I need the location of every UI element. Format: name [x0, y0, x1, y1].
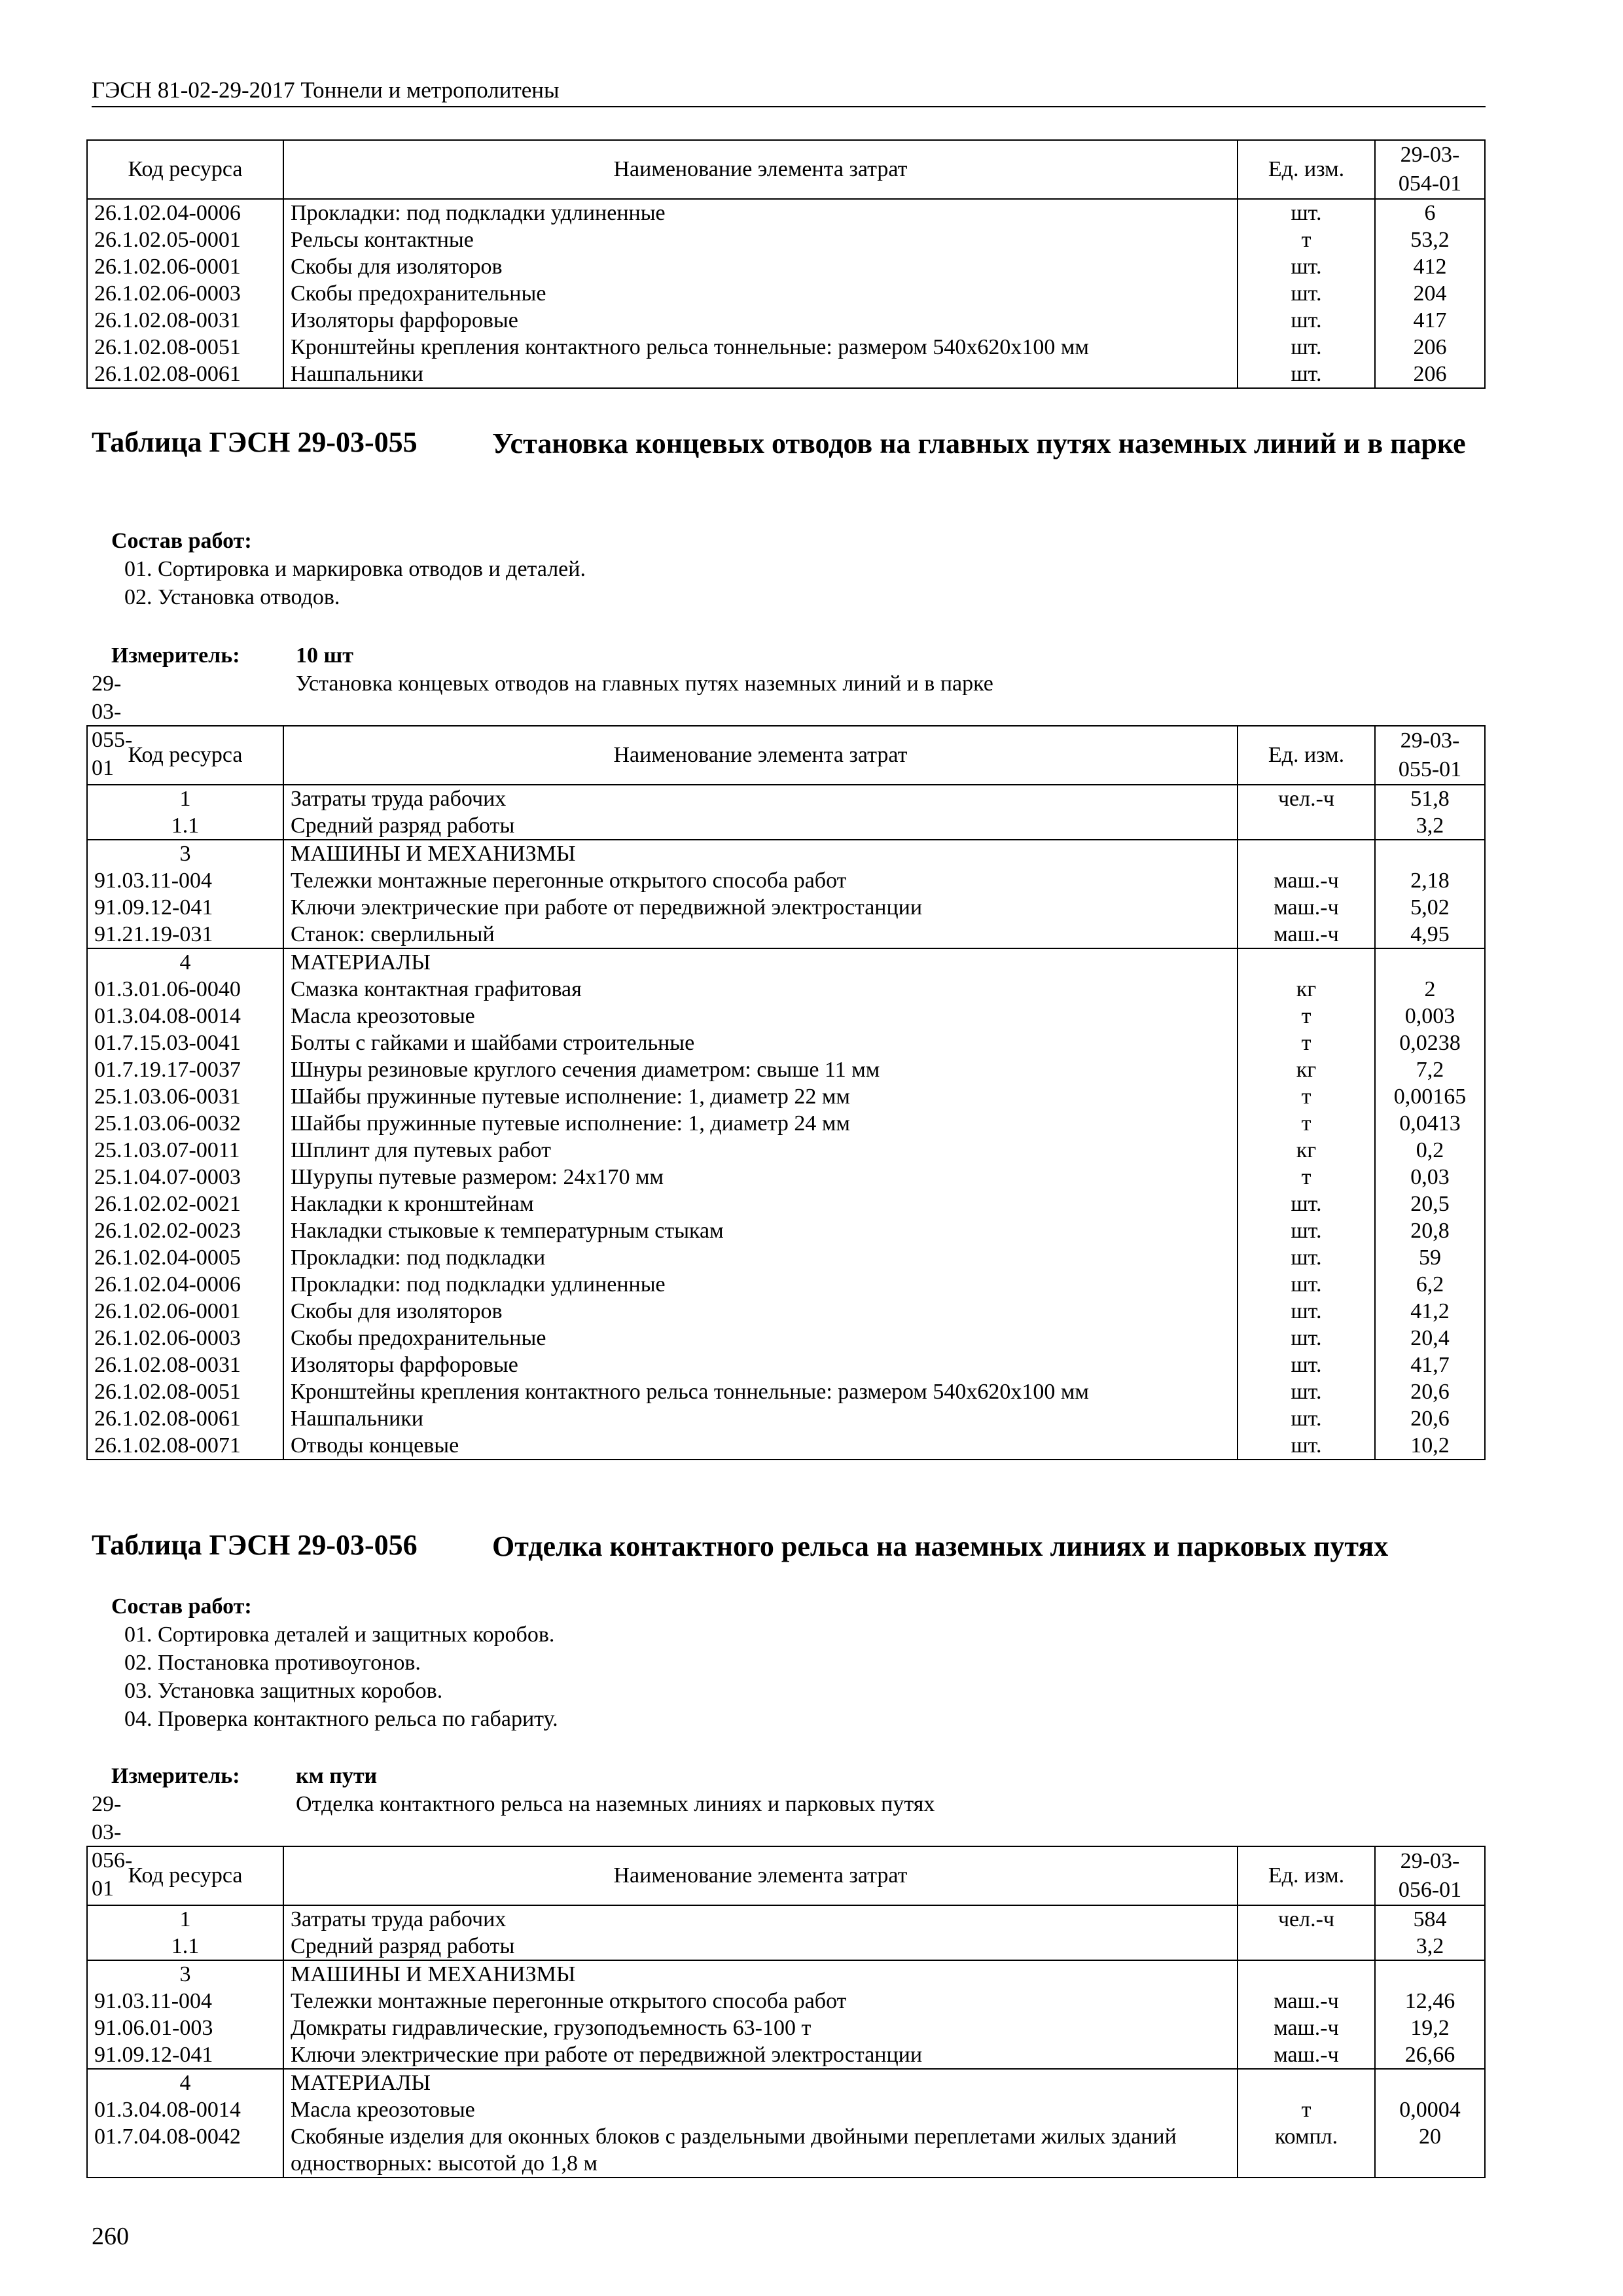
- col-name-header: Наименование элемента затрат: [283, 140, 1238, 199]
- cell-unit: маш.-ч: [1238, 894, 1375, 921]
- cell-code: 26.1.02.05-0001: [87, 226, 283, 253]
- cell-value: 0,003: [1375, 1003, 1485, 1030]
- cell-code: 01.7.15.03-0041: [87, 1030, 283, 1056]
- resource-table-056: [86, 1846, 1486, 2178]
- cell-unit: шт.: [1238, 1191, 1375, 1217]
- cell-value: 204: [1375, 280, 1485, 307]
- table-row: [87, 1378, 1485, 1405]
- cell-name: Ключи электрические при работе от передвижной электростанции: [283, 894, 1238, 921]
- cell-unit: шт.: [1238, 1432, 1375, 1460]
- cell-code: 26.1.02.04-0005: [87, 1244, 283, 1271]
- cell-name: Тележки монтажные перегонные открытого способа работ: [283, 1988, 1238, 2015]
- cell-value: 20,4: [1375, 1325, 1485, 1352]
- cell-code: 26.1.02.02-0021: [87, 1191, 283, 1217]
- cell-code: 1.1: [87, 812, 283, 840]
- cell-name: Изоляторы фарфоровые: [283, 307, 1238, 334]
- cell-value: 20,5: [1375, 1191, 1485, 1217]
- measure-value: 10 шт: [296, 643, 353, 668]
- works-list-055: [92, 527, 586, 611]
- works-item: 01. Сортировка деталей и защитных коробов.: [124, 1623, 555, 1647]
- table-row: [87, 307, 1485, 334]
- col-unit-header: Ед. изм.: [1238, 140, 1375, 199]
- table-row: [87, 1271, 1485, 1298]
- cell-unit: [1238, 2069, 1375, 2096]
- cell-name: Скобы для изоляторов: [283, 1298, 1238, 1325]
- table-row: [87, 867, 1485, 894]
- cell-name: Затраты труда рабочих: [283, 1905, 1238, 1933]
- col-code-header: Код ресурса: [87, 726, 283, 785]
- table-row: [87, 894, 1485, 921]
- norm-code: 29-03-056-01: [92, 1792, 133, 1901]
- cell-name: Болты с гайками и шайбами строительные: [283, 1030, 1238, 1056]
- cell-value: 20,8: [1375, 1217, 1485, 1244]
- cell-unit: чел.-ч: [1238, 785, 1375, 812]
- cell-value: 0,0004: [1375, 2096, 1485, 2123]
- cell-code: 26.1.02.08-0031: [87, 307, 283, 334]
- cell-code: 1: [87, 1905, 283, 1933]
- table-row: [87, 2096, 1485, 2123]
- cell-name: Прокладки: под подкладки удлиненные: [283, 199, 1238, 226]
- cell-code: 26.1.02.06-0003: [87, 1325, 283, 1352]
- cell-name: Шайбы пружинные путевые исполнение: 1, диаметр 24 мм: [283, 1110, 1238, 1137]
- cell-name: Станок: сверлильный: [283, 921, 1238, 948]
- cell-code: 1: [87, 785, 283, 812]
- cell-unit: маш.-ч: [1238, 921, 1375, 948]
- cell-value: 584: [1375, 1905, 1485, 1933]
- cell-name: МАТЕРИАЛЫ: [283, 2069, 1238, 2096]
- cell-code: 3: [87, 840, 283, 867]
- table-row: [87, 226, 1485, 253]
- table-row: [87, 1244, 1485, 1271]
- table-name: Установка концевых отводов на главных путях наземных линий и в парке: [492, 427, 1466, 459]
- norm-code: 29-03-055-01: [92, 672, 133, 780]
- measure-label: Измеритель:: [111, 1764, 240, 1788]
- cell-name: Скобяные изделия для оконных блоков с раздельными двойными переплетами жилых зданий одностворных: высотой до 1,8 м: [283, 2123, 1238, 2178]
- cell-name: Отводы концевые: [283, 1432, 1238, 1460]
- cell-code: 91.21.19-031: [87, 921, 283, 948]
- table-row: [87, 1191, 1485, 1217]
- cell-name: Рельсы контактные: [283, 226, 1238, 253]
- cell-value: 12,46: [1375, 1988, 1485, 2015]
- cell-code: 26.1.02.08-0071: [87, 1432, 283, 1460]
- cell-value: 206: [1375, 361, 1485, 388]
- table-row: [87, 1083, 1485, 1110]
- cell-unit: маш.-ч: [1238, 867, 1375, 894]
- measure-label: Измеритель:: [111, 643, 240, 668]
- resource-table-054: [86, 139, 1486, 389]
- col-unit-header: Ед. изм.: [1238, 1846, 1375, 1905]
- cell-unit: шт.: [1238, 1325, 1375, 1352]
- table-row: [87, 976, 1485, 1003]
- table-row: [87, 948, 1485, 976]
- table-row: [87, 1933, 1485, 1960]
- cell-unit: шт.: [1238, 1298, 1375, 1325]
- cell-name: Средний разряд работы: [283, 812, 1238, 840]
- cell-unit: [1238, 1960, 1375, 1988]
- cell-code: 01.7.04.08-0042: [87, 2123, 283, 2178]
- cell-unit: шт.: [1238, 1271, 1375, 1298]
- cell-unit: т: [1238, 226, 1375, 253]
- cell-code: 25.1.03.06-0031: [87, 1083, 283, 1110]
- page-number: 260: [92, 2223, 129, 2250]
- col-code-header: Код ресурса: [87, 140, 283, 199]
- norm-description: Отделка контактного рельса на наземных линиях и парковых путях: [296, 1792, 935, 1816]
- cell-value: 6,2: [1375, 1271, 1485, 1298]
- cell-code: 3: [87, 1960, 283, 1988]
- cell-unit: кг: [1238, 976, 1375, 1003]
- cell-value: 0,03: [1375, 1164, 1485, 1191]
- cell-value: 3,2: [1375, 1933, 1485, 1960]
- cell-name: Накладки к кронштейнам: [283, 1191, 1238, 1217]
- cell-code: 01.3.04.08-0014: [87, 2096, 283, 2123]
- table-row: [87, 253, 1485, 280]
- cell-unit: т: [1238, 1110, 1375, 1137]
- measure-value: км пути: [296, 1764, 378, 1788]
- cell-name: МАШИНЫ И МЕХАНИЗМЫ: [283, 1960, 1238, 1988]
- cell-value: 26,66: [1375, 2041, 1485, 2069]
- cell-unit: шт.: [1238, 253, 1375, 280]
- cell-code: 26.1.02.06-0003: [87, 280, 283, 307]
- cell-name: Масла креозотовые: [283, 1003, 1238, 1030]
- table-row: [87, 334, 1485, 361]
- cell-code: 4: [87, 948, 283, 976]
- table-row: [87, 1960, 1485, 1988]
- cell-value: 3,2: [1375, 812, 1485, 840]
- cell-unit: [1238, 812, 1375, 840]
- cell-value: 0,0238: [1375, 1030, 1485, 1056]
- resource-table-055: [86, 725, 1486, 1460]
- cell-unit: шт.: [1238, 307, 1375, 334]
- table-row: [87, 2015, 1485, 2041]
- cell-value: 6: [1375, 199, 1485, 226]
- cell-value: 417: [1375, 307, 1485, 334]
- cell-value: 51,8: [1375, 785, 1485, 812]
- table-number: Таблица ГЭСН 29-03-055: [92, 426, 418, 458]
- cell-code: 91.09.12-041: [87, 2041, 283, 2069]
- cell-code: 26.1.02.08-0061: [87, 1405, 283, 1432]
- cell-unit: маш.-ч: [1238, 2015, 1375, 2041]
- cell-code: 26.1.02.04-0006: [87, 199, 283, 226]
- cell-name: Шайбы пружинные путевые исполнение: 1, диаметр 22 мм: [283, 1083, 1238, 1110]
- cell-code: 25.1.04.07-0003: [87, 1164, 283, 1191]
- cell-value: 19,2: [1375, 2015, 1485, 2041]
- table-row: [87, 361, 1485, 388]
- cell-value: 53,2: [1375, 226, 1485, 253]
- cell-name: Изоляторы фарфоровые: [283, 1352, 1238, 1378]
- table-row: [87, 785, 1485, 812]
- cell-name: Домкраты гидравлические, грузоподъемность 63-100 т: [283, 2015, 1238, 2041]
- cell-value: 20,6: [1375, 1378, 1485, 1405]
- table-row: [87, 199, 1485, 226]
- table-row: [87, 280, 1485, 307]
- col-value-header: 29-03- 055-01: [1375, 726, 1485, 785]
- cell-name: Ключи электрические при работе от передвижной электростанции: [283, 2041, 1238, 2069]
- cell-code: 01.7.19.17-0037: [87, 1056, 283, 1083]
- cell-name: МАТЕРИАЛЫ: [283, 948, 1238, 976]
- cell-unit: шт.: [1238, 1352, 1375, 1378]
- cell-code: 26.1.02.04-0006: [87, 1271, 283, 1298]
- cell-value: 4,95: [1375, 921, 1485, 948]
- cell-code: 26.1.02.02-0023: [87, 1217, 283, 1244]
- cell-value: 59: [1375, 1244, 1485, 1271]
- cell-unit: шт.: [1238, 280, 1375, 307]
- cell-name: Нашпальники: [283, 361, 1238, 388]
- cell-value: 20: [1375, 2123, 1485, 2178]
- cell-unit: т: [1238, 2096, 1375, 2123]
- works-header: Состав работ:: [111, 529, 252, 553]
- table-row: [87, 1056, 1485, 1083]
- col-value-header: 29-03- 054-01: [1375, 140, 1485, 199]
- cell-unit: кг: [1238, 1056, 1375, 1083]
- cell-unit: [1238, 1933, 1375, 1960]
- cell-value: 41,2: [1375, 1298, 1485, 1325]
- cell-code: 01.3.04.08-0014: [87, 1003, 283, 1030]
- norm-description: Установка концевых отводов на главных путях наземных линий и в парке: [296, 672, 993, 696]
- table-row: [87, 1217, 1485, 1244]
- cell-unit: шт.: [1238, 1378, 1375, 1405]
- cell-code: 26.1.02.06-0001: [87, 253, 283, 280]
- cell-name: Кронштейны крепления контактного рельса тоннельные: размером 540х620х100 мм: [283, 334, 1238, 361]
- cell-unit: шт.: [1238, 1217, 1375, 1244]
- table-row: [87, 1003, 1485, 1030]
- cell-code: 01.3.01.06-0040: [87, 976, 283, 1003]
- cell-unit: [1238, 840, 1375, 867]
- cell-code: 26.1.02.06-0001: [87, 1298, 283, 1325]
- works-header: Состав работ:: [111, 1594, 252, 1619]
- cell-unit: чел.-ч: [1238, 1905, 1375, 1933]
- cell-code: 1.1: [87, 1933, 283, 1960]
- table-row: [87, 1905, 1485, 1933]
- works-item: 01. Сортировка и маркировка отводов и деталей.: [124, 557, 586, 581]
- cell-value: 7,2: [1375, 1056, 1485, 1083]
- cell-unit: шт.: [1238, 199, 1375, 226]
- table-row: [87, 1137, 1485, 1164]
- cell-unit: кг: [1238, 1137, 1375, 1164]
- cell-value: [1375, 840, 1485, 867]
- cell-unit: шт.: [1238, 361, 1375, 388]
- cell-code: 4: [87, 2069, 283, 2096]
- cell-unit: [1238, 948, 1375, 976]
- cell-name: Шплинт для путевых работ: [283, 1137, 1238, 1164]
- cell-unit: компл.: [1238, 2123, 1375, 2178]
- cell-name: Затраты труда рабочих: [283, 785, 1238, 812]
- cell-name: Масла креозотовые: [283, 2096, 1238, 2123]
- cell-unit: т: [1238, 1083, 1375, 1110]
- table-row: [87, 1988, 1485, 2015]
- table-number: Таблица ГЭСН 29-03-056: [92, 1529, 418, 1561]
- table-row: [87, 1405, 1485, 1432]
- cell-name: Накладки стыковые к температурным стыкам: [283, 1217, 1238, 1244]
- cell-name: Скобы предохранительные: [283, 1325, 1238, 1352]
- cell-name: Тележки монтажные перегонные открытого способа работ: [283, 867, 1238, 894]
- cell-value: [1375, 2069, 1485, 2096]
- cell-value: 5,02: [1375, 894, 1485, 921]
- cell-name: Шурупы путевые размером: 24х170 мм: [283, 1164, 1238, 1191]
- cell-name: Смазка контактная графитовая: [283, 976, 1238, 1003]
- col-code-header: Код ресурса: [87, 1846, 283, 1905]
- cell-unit: шт.: [1238, 1405, 1375, 1432]
- cell-value: [1375, 1960, 1485, 1988]
- cell-name: МАШИНЫ И МЕХАНИЗМЫ: [283, 840, 1238, 867]
- cell-unit: т: [1238, 1003, 1375, 1030]
- table-row: [87, 1325, 1485, 1352]
- cell-unit: шт.: [1238, 334, 1375, 361]
- table-row: [87, 840, 1485, 867]
- cell-name: Прокладки: под подкладки: [283, 1244, 1238, 1271]
- table-row: [87, 1164, 1485, 1191]
- table-row: [87, 1110, 1485, 1137]
- cell-code: 26.1.02.08-0051: [87, 334, 283, 361]
- table-row: [87, 2041, 1485, 2069]
- cell-value: 0,00165: [1375, 1083, 1485, 1110]
- cell-unit: т: [1238, 1030, 1375, 1056]
- col-value-header: 29-03- 056-01: [1375, 1846, 1485, 1905]
- cell-code: 25.1.03.07-0011: [87, 1137, 283, 1164]
- cell-value: 2,18: [1375, 867, 1485, 894]
- cell-code: 26.1.02.08-0031: [87, 1352, 283, 1378]
- cell-unit: т: [1238, 1164, 1375, 1191]
- cell-code: 91.06.01-003: [87, 2015, 283, 2041]
- cell-code: 25.1.03.06-0032: [87, 1110, 283, 1137]
- cell-unit: шт.: [1238, 1244, 1375, 1271]
- table-row: [87, 1298, 1485, 1325]
- col-unit-header: Ед. изм.: [1238, 726, 1375, 785]
- cell-name: Средний разряд работы: [283, 1933, 1238, 1960]
- cell-value: 2: [1375, 976, 1485, 1003]
- col-name-header: Наименование элемента затрат: [283, 726, 1238, 785]
- col-name-header: Наименование элемента затрат: [283, 1846, 1238, 1905]
- cell-name: Прокладки: под подкладки удлиненные: [283, 1271, 1238, 1298]
- cell-code: 91.09.12-041: [87, 894, 283, 921]
- cell-code: 26.1.02.08-0061: [87, 361, 283, 388]
- works-item: 02. Постановка противоугонов.: [124, 1651, 421, 1675]
- works-item: 02. Установка отводов.: [124, 585, 340, 609]
- works-item: 03. Установка защитных коробов.: [124, 1679, 443, 1703]
- table-name: Отделка контактного рельса на наземных линиях и парковых путях: [492, 1530, 1389, 1562]
- table-row: [87, 1030, 1485, 1056]
- cell-name: Кронштейны крепления контактного рельса тоннельные: размером 540х620х100 мм: [283, 1378, 1238, 1405]
- cell-code: 91.03.11-004: [87, 1988, 283, 2015]
- table-row: [87, 1432, 1485, 1460]
- cell-value: 20,6: [1375, 1405, 1485, 1432]
- page-header: ГЭСН 81-02-29-2017 Тоннели и метрополитены: [92, 77, 1486, 107]
- table-row: [87, 1352, 1485, 1378]
- table-row: [87, 921, 1485, 948]
- cell-value: 41,7: [1375, 1352, 1485, 1378]
- table-row: [87, 2069, 1485, 2096]
- cell-value: 0,0413: [1375, 1110, 1485, 1137]
- table-row: [87, 812, 1485, 840]
- cell-value: 10,2: [1375, 1432, 1485, 1460]
- table-row: [87, 2123, 1485, 2178]
- cell-name: Скобы предохранительные: [283, 280, 1238, 307]
- cell-unit: маш.-ч: [1238, 2041, 1375, 2069]
- cell-value: 0,2: [1375, 1137, 1485, 1164]
- works-item: 04. Проверка контактного рельса по габариту.: [124, 1707, 558, 1731]
- works-list-056: [92, 1592, 558, 1733]
- cell-code: 26.1.02.08-0051: [87, 1378, 283, 1405]
- cell-value: 206: [1375, 334, 1485, 361]
- cell-value: [1375, 948, 1485, 976]
- cell-code: 91.03.11-004: [87, 867, 283, 894]
- cell-name: Нашпальники: [283, 1405, 1238, 1432]
- cell-name: Скобы для изоляторов: [283, 253, 1238, 280]
- cell-name: Шнуры резиновые круглого сечения диаметром: свыше 11 мм: [283, 1056, 1238, 1083]
- cell-value: 412: [1375, 253, 1485, 280]
- cell-unit: маш.-ч: [1238, 1988, 1375, 2015]
